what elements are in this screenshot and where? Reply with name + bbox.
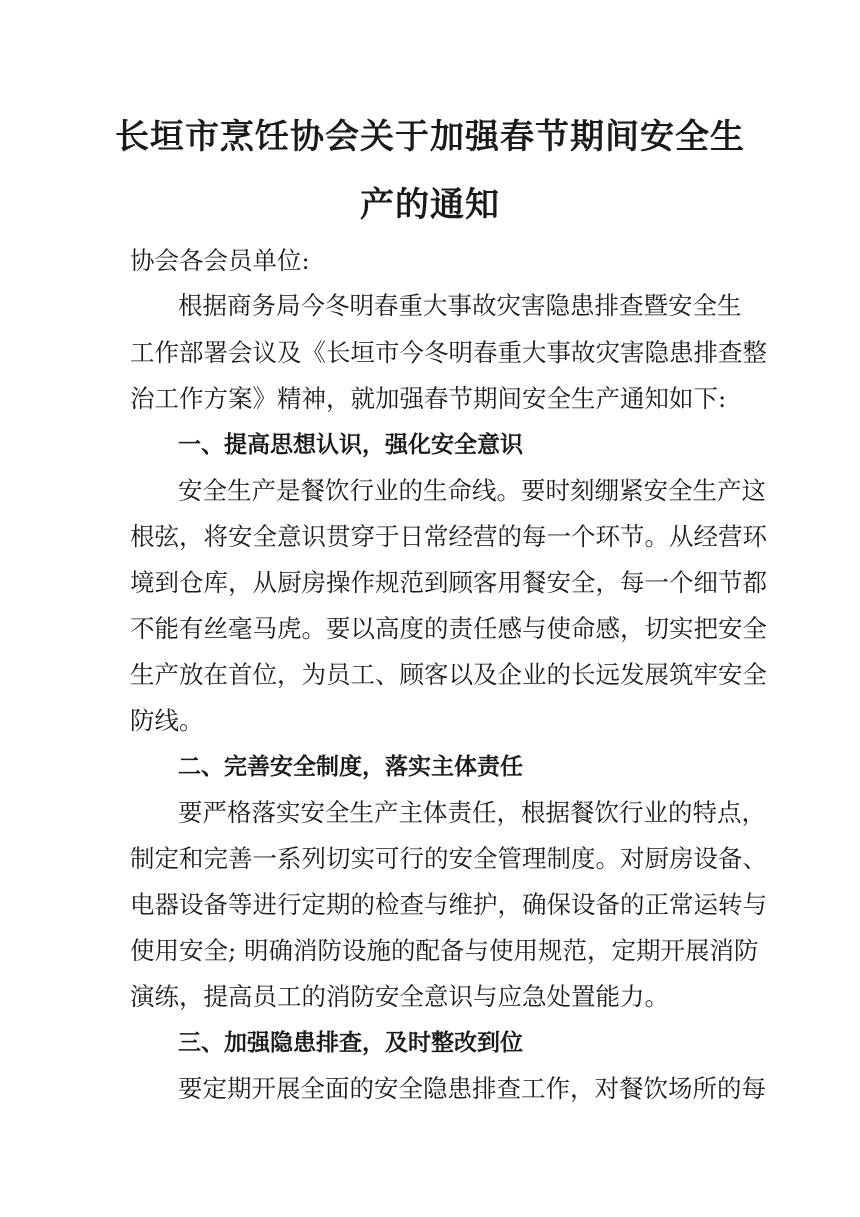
intro-line-2: 工作部署会议及《长垣市今冬明春重大事故灾害隐患排查整 [130, 338, 767, 367]
section-1-line-4: 不能有丝毫马虎。要以高度的责任感与使命感，切实把安全 [130, 614, 767, 643]
salutation: 协会各会员单位: [130, 246, 310, 275]
section-1-line-6: 防线。 [130, 706, 204, 735]
document-title-line-2: 产的通知 [360, 185, 500, 225]
document-title-line-1: 长垣市烹饪协会关于加强春节期间安全生 [115, 117, 745, 157]
section-1-heading: 一、提高思想认识，强化安全意识 [178, 432, 523, 458]
intro-line-1: 根据商务局今冬明春重大事故灾害隐患排查暨安全生 [178, 291, 742, 320]
section-2-line-1: 要严格落实安全生产主体责任，根据餐饮行业的特点， [178, 798, 766, 827]
section-2-line-2: 制定和完善一系列切实可行的安全管理制度。对厨房设备、 [130, 844, 767, 873]
section-1-line-1: 安全生产是餐饮行业的生命线。要时刻绷紧安全生产这 [178, 476, 766, 505]
section-2-line-5: 演练，提高员工的消防安全意识与应急处置能力。 [130, 982, 669, 1011]
section-2-line-4: 使用安全; 明确消防设施的配备与使用规范，定期开展消防 [130, 936, 759, 965]
section-2-heading: 二、完善安全制度，落实主体责任 [178, 754, 523, 780]
section-1-line-5: 生产放在首位，为员工、顾客以及企业的长远发展筑牢安全 [130, 660, 767, 689]
section-1-line-2: 根弦，将安全意识贯穿于日常经营的每一个环节。从经营环 [130, 522, 767, 551]
section-1-line-3: 境到仓库，从厨房操作规范到顾客用餐安全，每一个细节都 [130, 568, 767, 597]
section-3-line-1: 要定期开展全面的安全隐患排查工作，对餐饮场所的每 [178, 1074, 766, 1103]
section-3-heading: 三、加强隐患排查，及时整改到位 [178, 1030, 523, 1056]
intro-line-3: 治工作方案》精神，就加强春节期间安全生产通知如下: [130, 384, 727, 413]
section-2-line-3: 电器设备等进行定期的检查与维护，确保设备的正常运转与 [130, 890, 767, 919]
